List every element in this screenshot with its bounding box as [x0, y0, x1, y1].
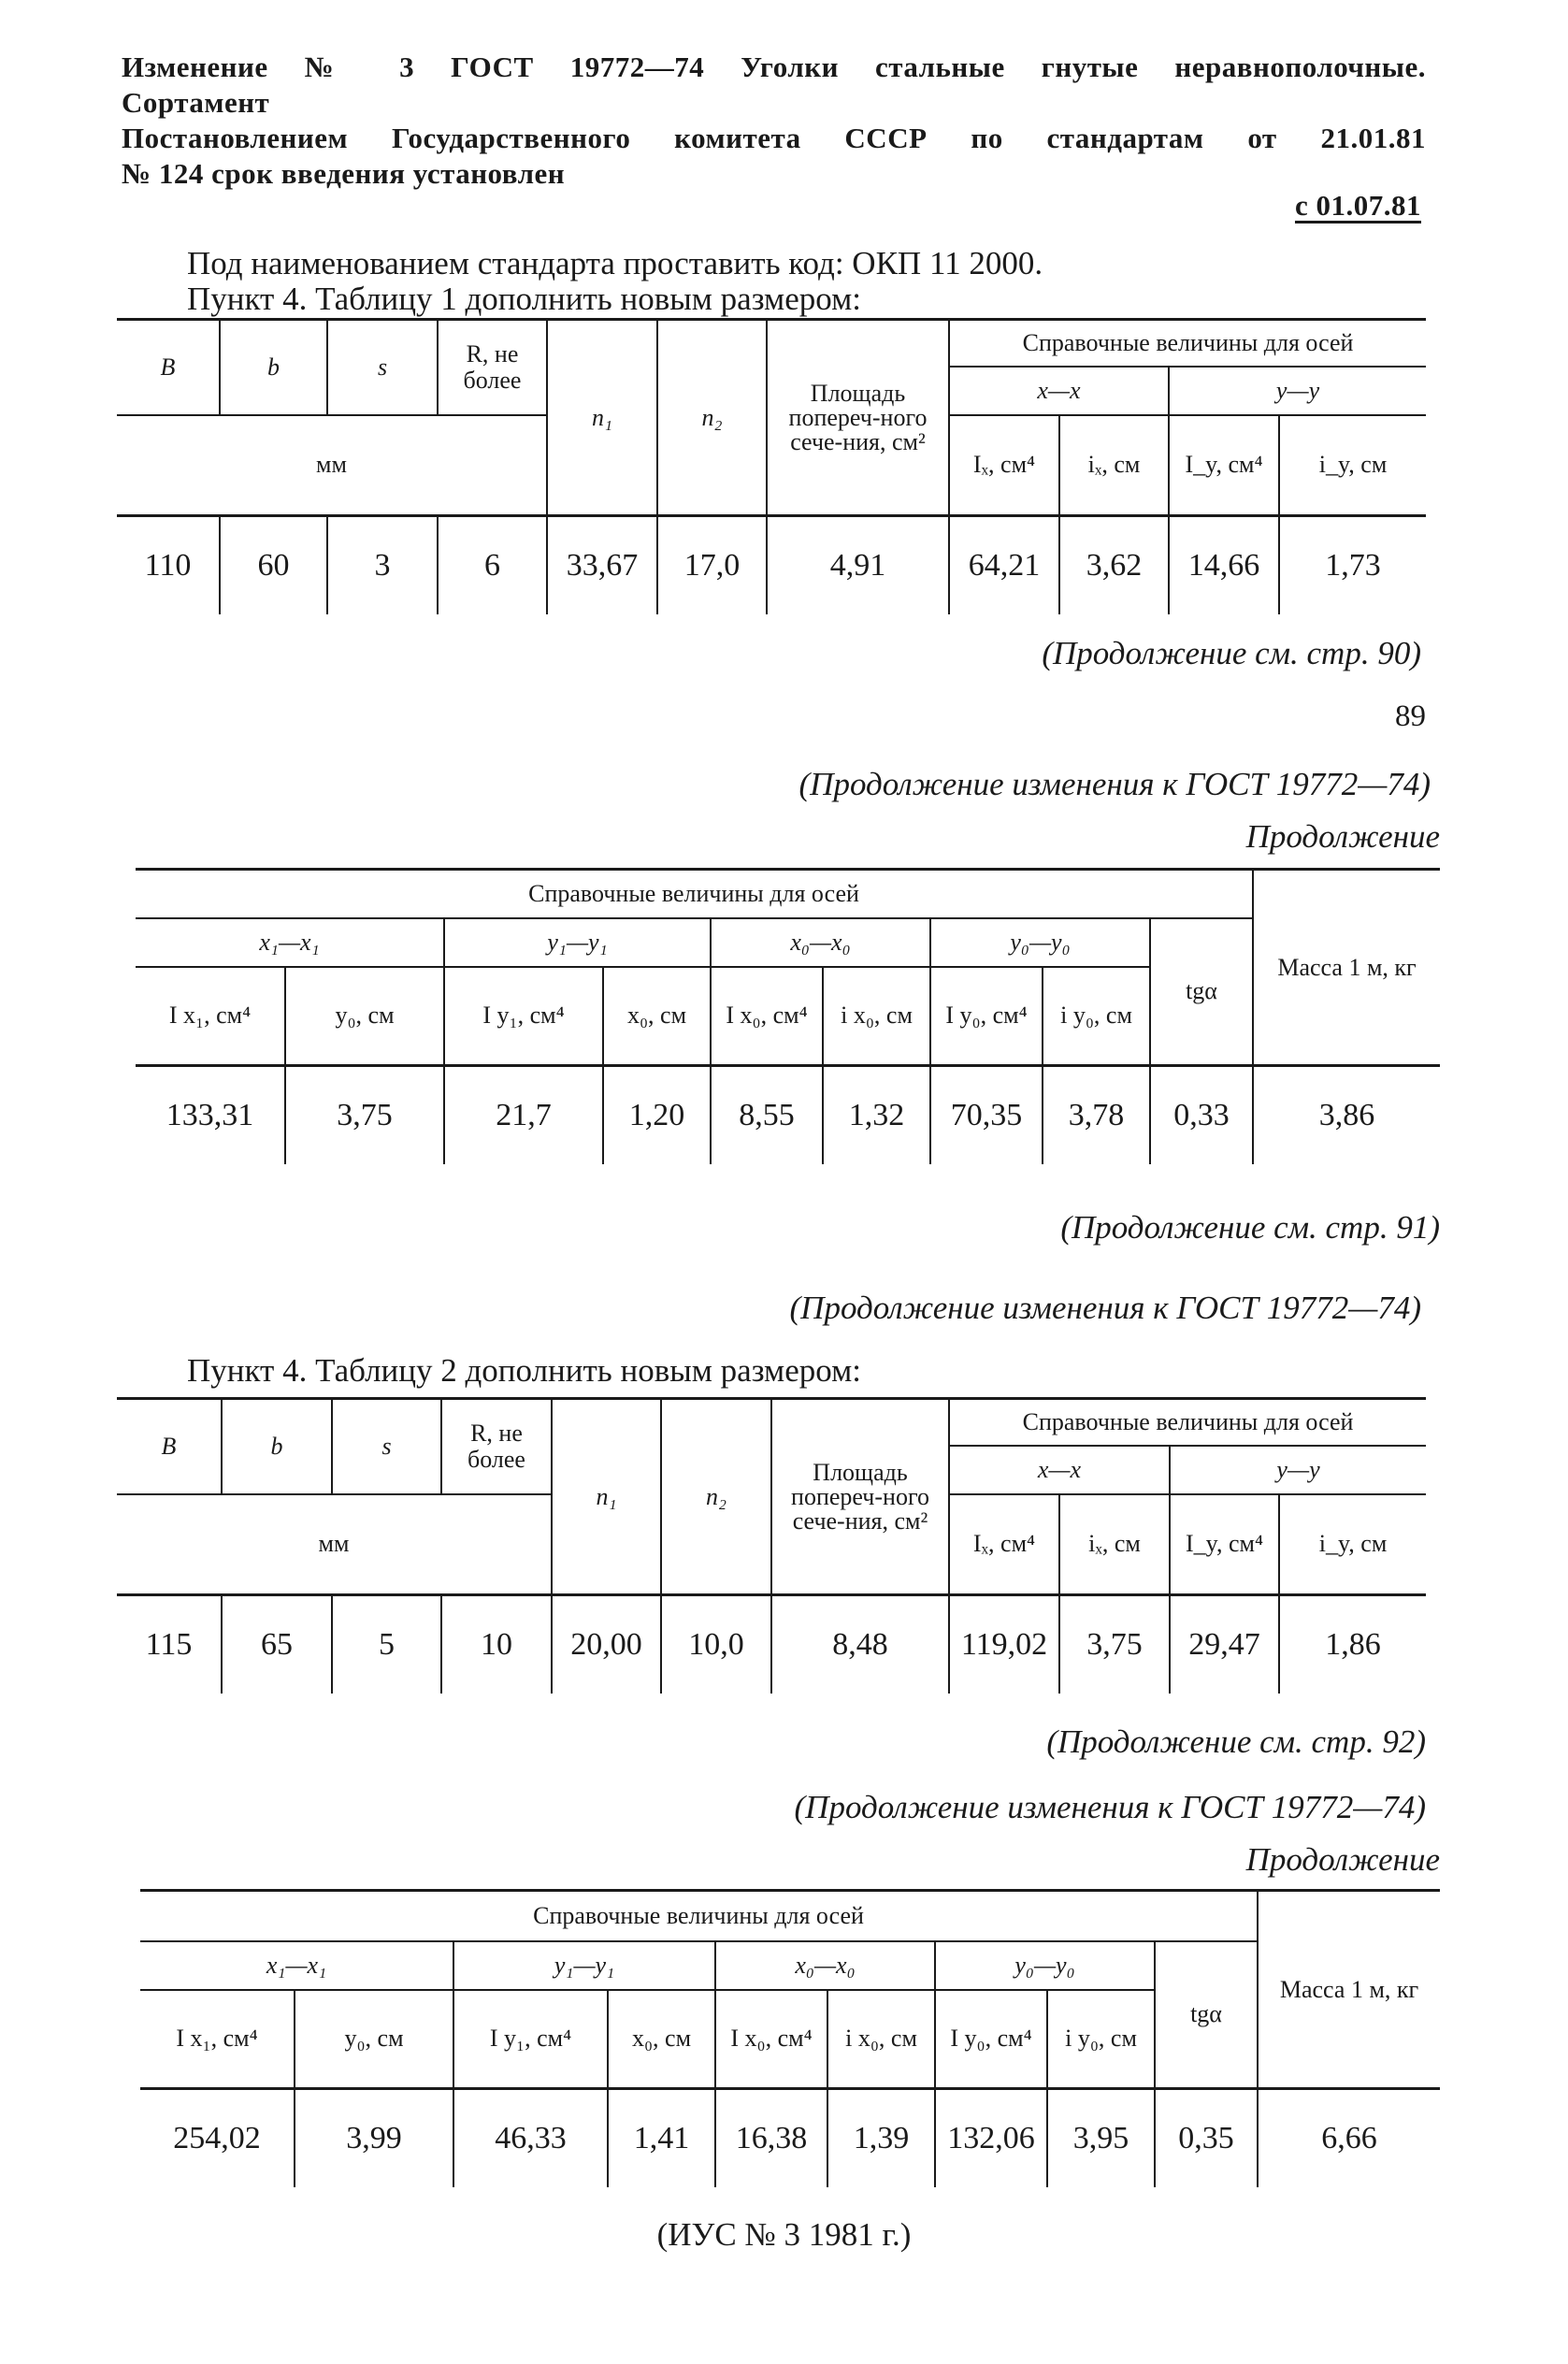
axis-xx-header: x—x: [949, 367, 1169, 415]
col-Iy-header: I_y, см⁴: [1169, 415, 1279, 516]
col-B-header: B: [160, 353, 176, 381]
continuation-2: Продолжение: [1245, 1841, 1440, 1878]
col-iy0-header: i y₀, см: [1043, 967, 1150, 1066]
col-b-header: b: [220, 320, 327, 415]
item4-table2-line: Пункт 4. Таблицу 2 дополнить новым размером:: [187, 1352, 861, 1389]
col-Ix-header: Iₓ, см⁴: [949, 415, 1059, 516]
col-mass-header: Масса 1 м, кг: [1253, 870, 1440, 1066]
col-n2-header: n₂: [657, 320, 767, 516]
table-row: 133,31 3,75 21,7 1,20 8,55 1,32 70,35 3,78 0,33 3,86: [136, 1066, 1440, 1165]
col-Ix-header: Iₓ, см⁴: [949, 1494, 1059, 1595]
axis-y0y0-header: y₀—y₀: [935, 1941, 1155, 1990]
table-1-continuation: [136, 868, 1440, 1164]
axis-x0x0-header: x₀—x₀: [715, 1941, 935, 1990]
col-iy-header: i_y, см: [1279, 415, 1426, 516]
col-iy-header: i_y, см: [1279, 1494, 1426, 1595]
col-x0-header: x₀, см: [608, 1990, 715, 2089]
col-Iy0-header: I y₀, см⁴: [935, 1990, 1047, 2089]
axis-y0y0-header: y₀—y₀: [930, 918, 1150, 967]
col-Ix1-header: I x₁, см⁴: [168, 1002, 252, 1030]
axis-yy-header: y—y: [1170, 1446, 1426, 1494]
col-Ix1-header: I x₁, см⁴: [176, 2025, 258, 2053]
cont-see-90: (Продолжение см. стр. 90): [1042, 635, 1421, 671]
axis-xx-header: x—x: [949, 1446, 1170, 1494]
axis-x1x1-header: x₁—x₁: [136, 918, 444, 967]
col-x0-header: x₀, см: [603, 967, 711, 1066]
col-ix-header: iₓ, см: [1059, 415, 1169, 516]
header-line-2: Сортамент: [122, 86, 270, 119]
header-line-1: Изменение № 3 ГОСТ 19772—74 Уголки стальные гнутые неравнополочные.: [122, 50, 1426, 83]
col-ix0-header: i x₀, см: [827, 1990, 935, 2089]
axis-x0x0-header: x₀—x₀: [711, 918, 930, 967]
col-Iy-header: I_y, см⁴: [1170, 1494, 1279, 1595]
col-n2-header: n₂: [661, 1399, 771, 1595]
axis-y1y1-header: y₁—y₁: [444, 918, 711, 967]
axis-y1y1-header: y₁—y₁: [453, 1941, 715, 1990]
effective-date: с 01.07.81: [1294, 189, 1421, 222]
table-row: 110 60 3 6 33,67 17,0 4,91 64,21 3,62 14,66 1,73: [117, 516, 1426, 615]
axis-yy-header: y—y: [1169, 367, 1426, 415]
col-ix0-header: i x₀, см: [823, 967, 930, 1066]
col-Iy1-header: I y₁, см⁴: [453, 1990, 608, 2089]
table-row: 115 65 5 10 20,00 10,0 8,48 119,02 3,75 29,47 1,86: [117, 1595, 1426, 1694]
table-2-continuation: [140, 1889, 1440, 2187]
cont-change-3: (Продолжение изменения к ГОСТ 19772—74): [794, 1789, 1426, 1825]
col-area-header: Площадь попереч-ного сече-ния, см²: [767, 320, 949, 516]
ref-values-header: Справочные величины для осей: [949, 1399, 1426, 1446]
col-ix-header: iₓ, см: [1059, 1494, 1170, 1595]
continuation-1: Продолжение: [1245, 818, 1440, 855]
page-number: 89: [1395, 699, 1426, 733]
col-Ix0-header: I x₀, см⁴: [711, 967, 823, 1066]
ref-values-header: Справочные величины для осей: [949, 320, 1426, 367]
col-area-header: Площадь попереч-ного сече-ния, см²: [771, 1399, 949, 1595]
col-b-header: b: [222, 1399, 332, 1494]
col-R-header: R, не более: [438, 320, 547, 415]
footer-ius: (ИУС № 3 1981 г.): [656, 2216, 912, 2253]
table-row: 254,02 3,99 46,33 1,41 16,38 1,39 132,06 3,95 0,35 6,66: [140, 2089, 1440, 2188]
col-n1-header: n₁: [547, 320, 657, 516]
col-Ix0-header: I x₀, см⁴: [715, 1990, 827, 2089]
cont-see-92: (Продолжение см. стр. 92): [1046, 1723, 1426, 1760]
col-R-header: R, не более: [441, 1399, 552, 1494]
header-line-3: Постановлением Государственного комитета СССР по стандартам от 21.01.81: [122, 122, 1426, 154]
ref-values-header: Справочные величины для осей: [140, 1891, 1258, 1941]
col-tga-header: tgα: [1150, 918, 1253, 1066]
col-B-header: B: [161, 1432, 177, 1460]
axis-x1x1-header: x₁—x₁: [140, 1941, 453, 1990]
cont-change-2: (Продолжение изменения к ГОСТ 19772—74): [789, 1290, 1421, 1326]
col-tga-header: tgα: [1155, 1941, 1258, 2089]
cont-change-1: (Продолжение изменения к ГОСТ 19772—74): [798, 766, 1431, 802]
col-y0-header: y₀, см: [295, 1990, 453, 2089]
mm-header: мм: [117, 1494, 552, 1595]
ref-values-header: Справочные величины для осей: [136, 870, 1253, 918]
cont-see-91: (Продолжение см. стр. 91): [1060, 1209, 1440, 1246]
col-s-header: s: [327, 320, 438, 415]
table-2: [117, 1397, 1426, 1694]
col-s-header: s: [332, 1399, 441, 1494]
okp-line: Под наименованием стандарта проставить код: ОКП 11 2000.: [187, 245, 1043, 281]
col-n1-header: n₁: [552, 1399, 661, 1595]
col-iy0-header: i y₀, см: [1047, 1990, 1155, 2089]
item4-table1-line: Пункт 4. Таблицу 1 дополнить новым размером:: [187, 281, 861, 317]
col-Iy0-header: I y₀, см⁴: [930, 967, 1043, 1066]
col-Iy1-header: I y₁, см⁴: [444, 967, 603, 1066]
mm-header: мм: [117, 415, 547, 516]
col-mass-header: Масса 1 м, кг: [1258, 1891, 1440, 2089]
table-1: [117, 318, 1426, 614]
header-line-4: № 124 срок введения установлен: [122, 157, 566, 190]
col-y0-header: y₀, см: [285, 967, 444, 1066]
